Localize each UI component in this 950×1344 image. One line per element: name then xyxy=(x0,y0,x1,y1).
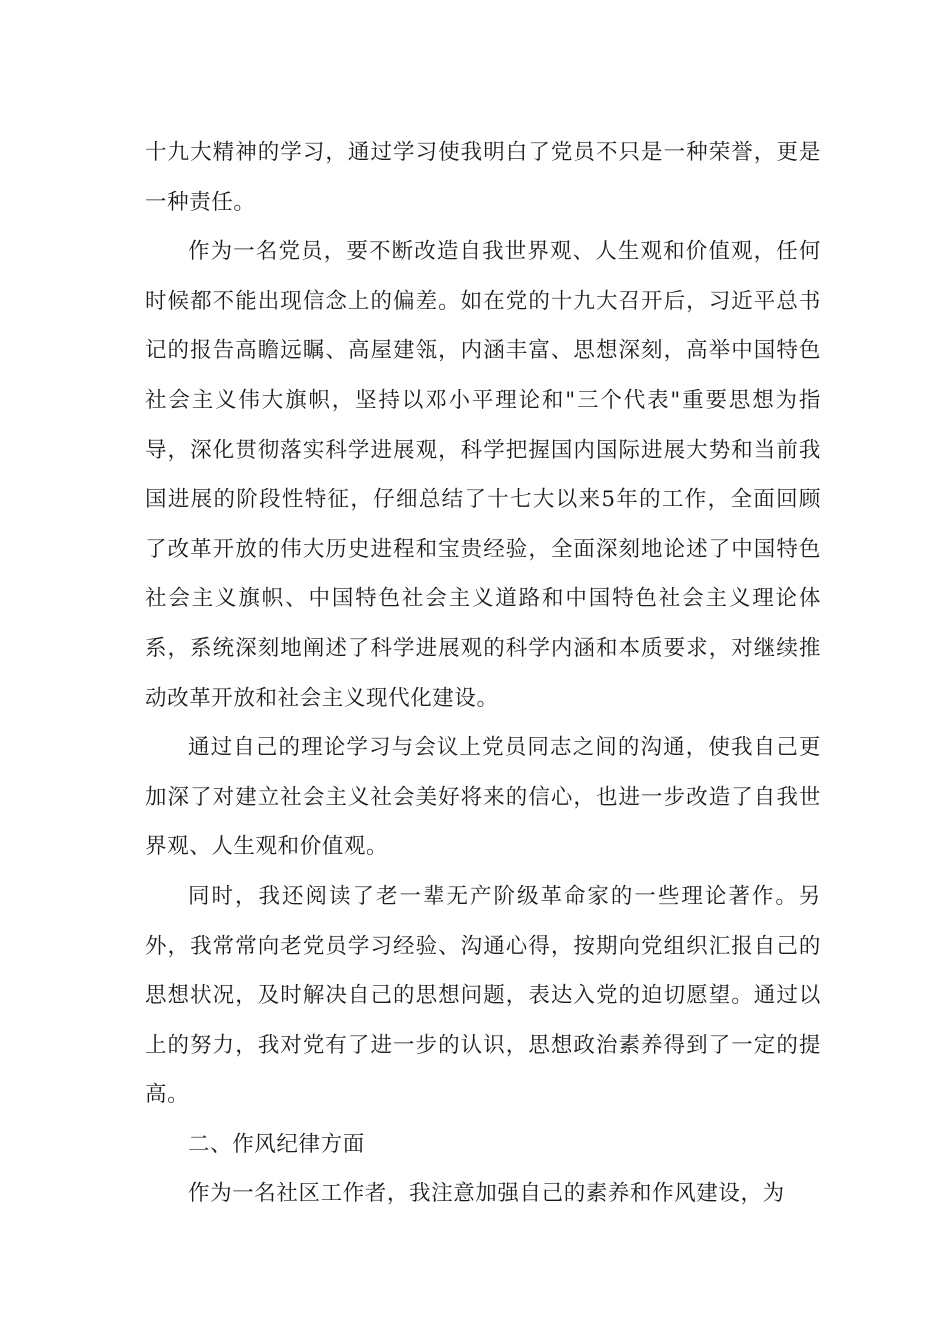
section-heading: 二、作风纪律方面 xyxy=(188,1131,365,1157)
document-body xyxy=(145,128,821,1219)
paragraph-5: 作为一名社区工作者，我注意加强自己的素养和作风建设，为 xyxy=(188,1181,785,1207)
paragraph-3: 通过自己的理论学习与会议上党员同志之间的沟通，使我自己更加深了对建立社会主义社会美好将来的信心，也进一步改造了自我世界观、人生观和价值观。 xyxy=(145,735,821,860)
paragraph-1: 十九大精神的学习，通过学习使我明白了党员不只是一种荣誉，更是一种责任。 xyxy=(145,140,821,215)
paragraph-4: 同时，我还阅读了老一辈无产阶级革命家的一些理论著作。另外，我常常向老党员学习经验、沟通心得，按期向党组织汇报自己的思想状况，及时解决自己的思想问题，表达入党的迫切愿望。通过以上的努力，我对党有了进一步的认识，思想政治素养得到了一定的提高。 xyxy=(145,883,821,1108)
paragraph-2: 作为一名党员，要不断改造自我世界观、人生观和价值观，任何时候都不能出现信念上的偏差。如在党的十九大召开后，习近平总书记的报告高瞻远瞩、高屋建瓴，内涵丰富、思想深刻，高举中国特色社会主义伟大旗帜，坚持以邓小平理论和"三个代表"重要思想为指导，深化贯彻落实科学进展观，科学把握国内国际进展大势和当前我国进展的阶段性特征，仔细总结了十七大以来5年的工作，全面回顾了改革开放的伟大历史进程和宝贵经验，全面深刻地论述了中国特色社会主义旗帜、中国特色社会主义道路和中国特色社会主义理论体系，系统深刻地阐述了科学进展观的科学内涵和本质要求，对继续推动改革开放和社会主义现代化建设。 xyxy=(145,239,821,711)
